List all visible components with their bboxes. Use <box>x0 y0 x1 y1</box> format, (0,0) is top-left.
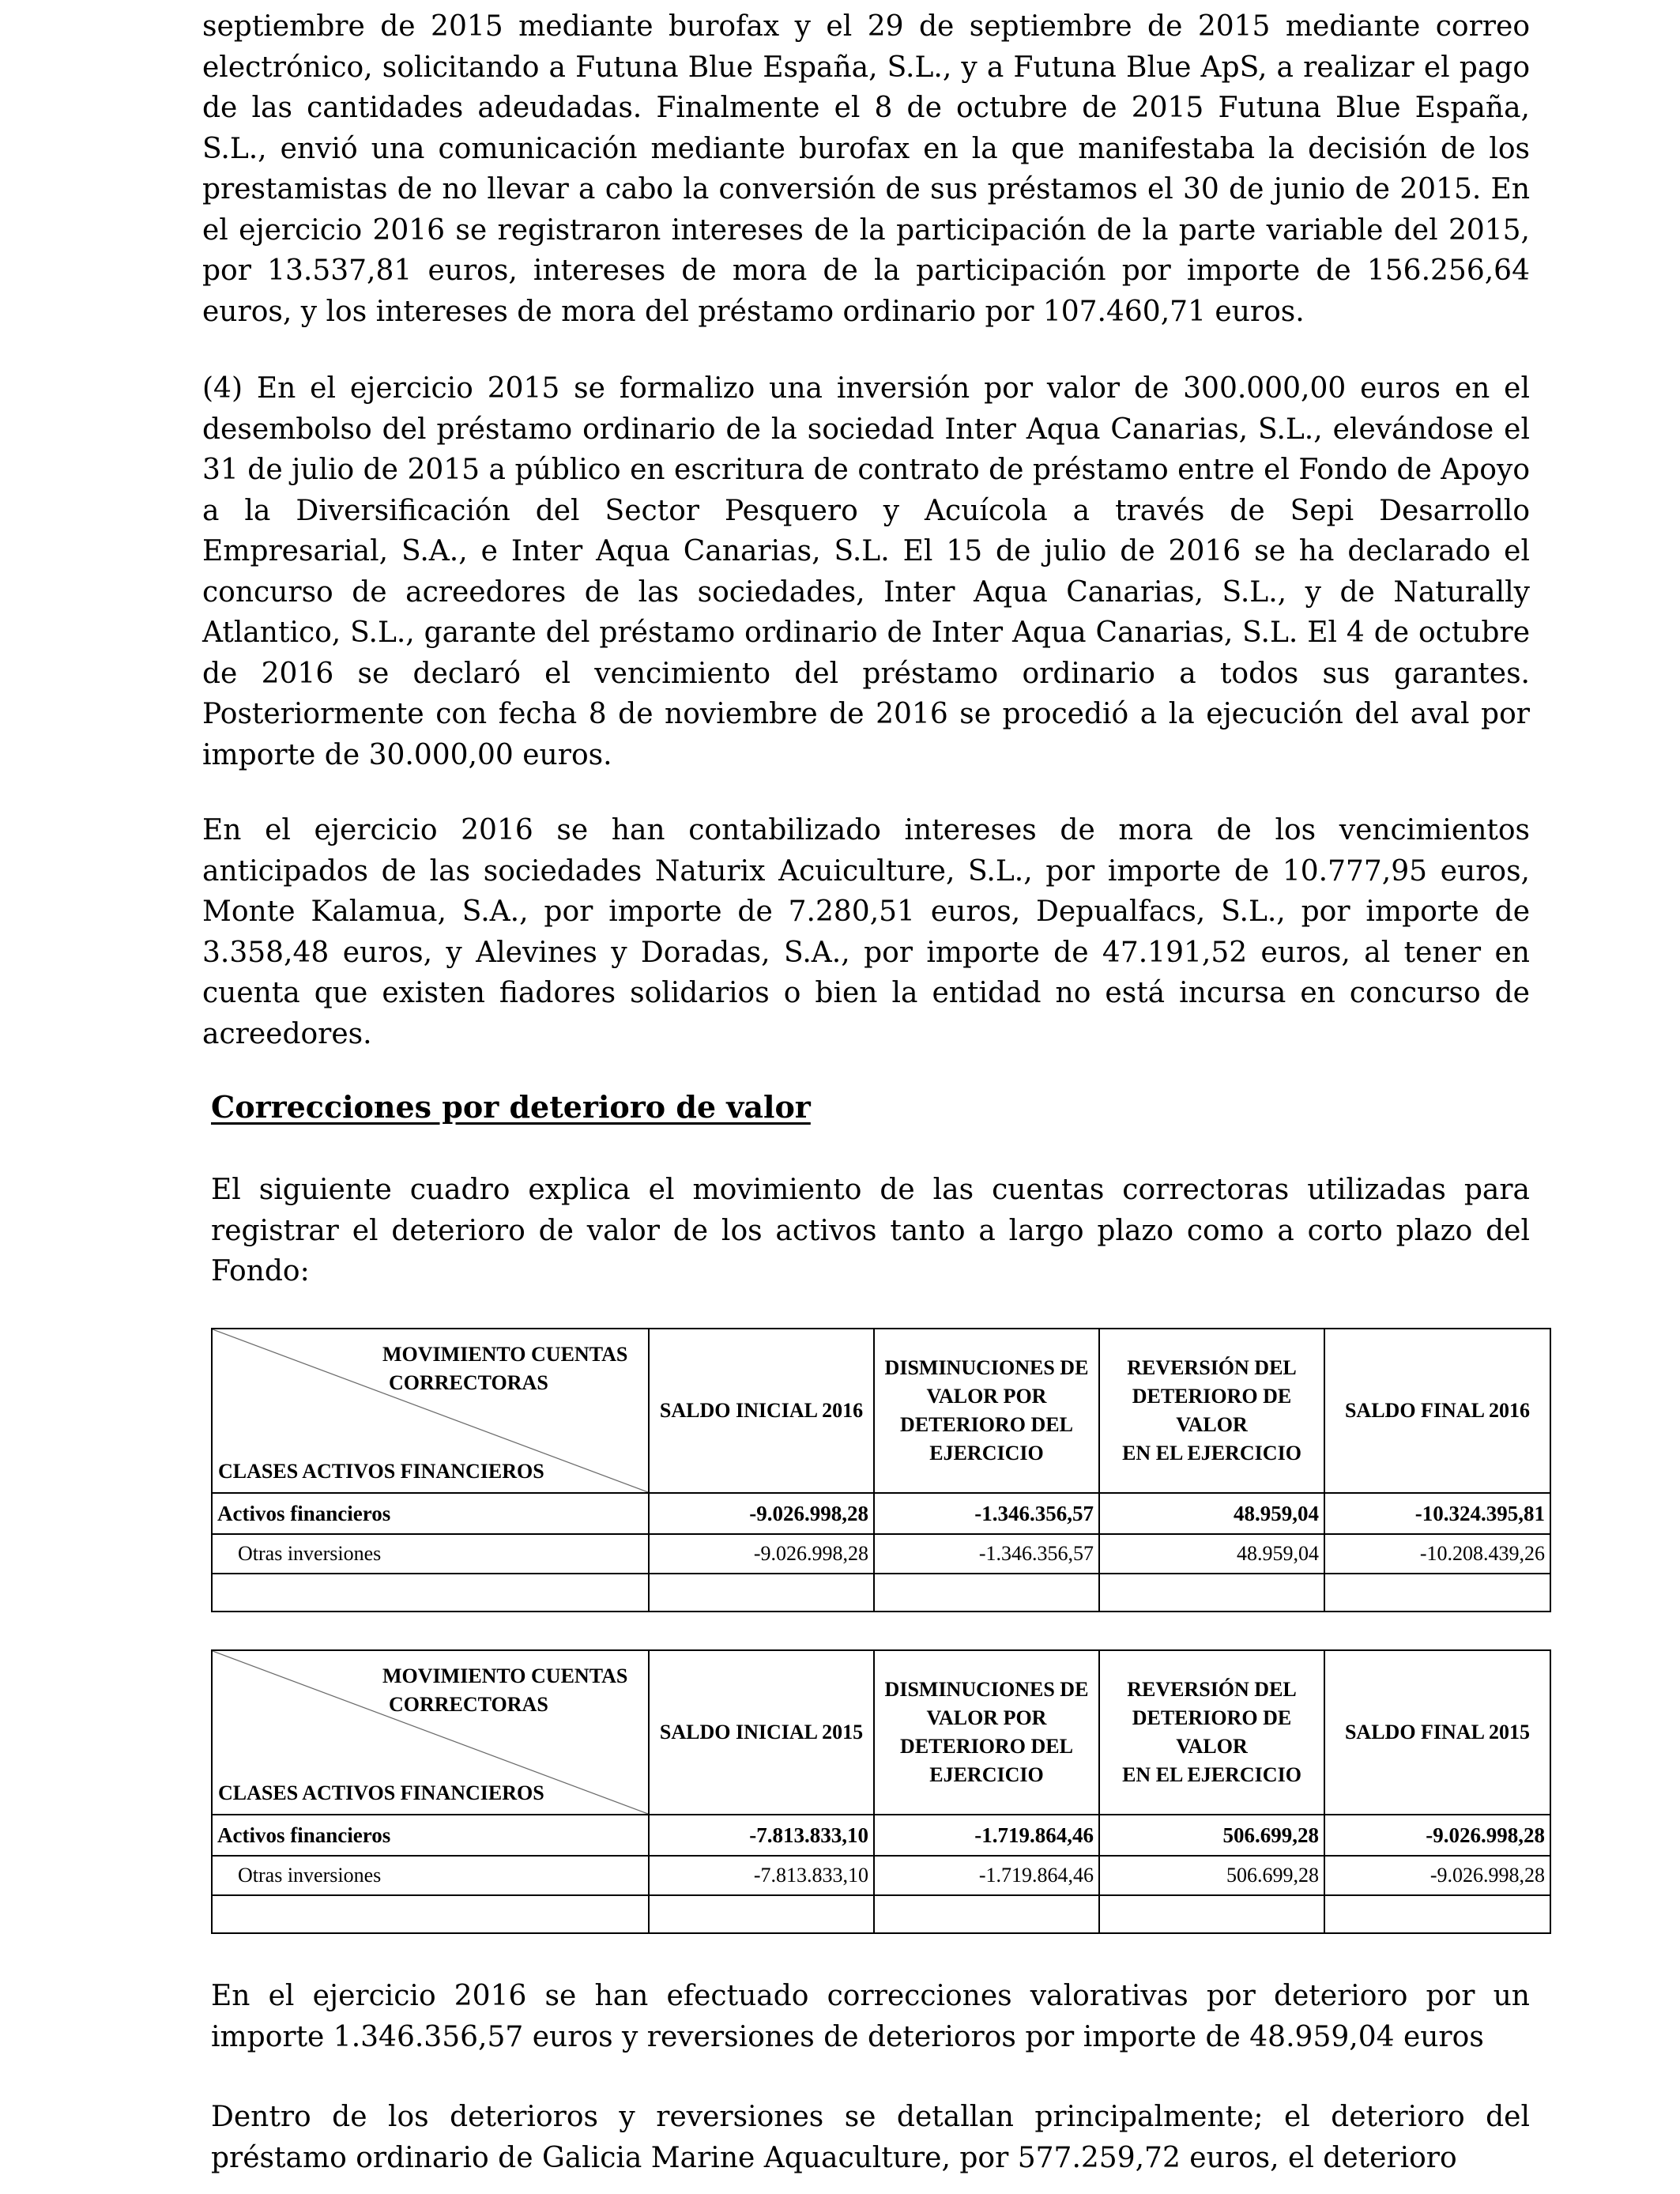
diagonal-header-cell <box>212 1650 649 1815</box>
paragraph-correcciones-2016: En el ejercicio 2016 se han efectuado correcciones valorativas por deterioro por un importe 1.346.356,57 euros y reversiones de deterioros por importe de 48.959,04 euros <box>211 1980 1530 2053</box>
header-clases-activos: CLASES ACTIVOS FINANCIEROS <box>218 1460 544 1483</box>
paragraph-futuna-blue: septiembre de 2015 mediante burofax y el 29 de septiembre de 2015 mediante correo electrónico, solicitando a Futuna Blue España, S.L., y a Futuna Blue ApS, a realizar el pago de las cantidades adeudadas. Finalmente el 8 de octubre de 2015 Futuna Blue España, S.L., envió una comunicación mediante burofax en la que manifestaba la decisión de los prestamistas de no llevar a cabo la conversión de sus préstamos el 30 de junio de 2015. En el ejercicio 2016 se registraron intereses de la participación de la parte variable del 2015, por 13.537,81 euros, intereses de mora de la participación por importe de 156.256,64 euros, y los intereses de mora del préstamo ordinario por 107.460,71 euros. <box>202 10 1530 328</box>
table-row-activos-financieros: Activos financieros -7.813.833,10 -1.719.864,46 506.699,28 -9.026.998,28 <box>212 1815 1550 1856</box>
paragraph-inter-aqua-canarias: (4) En el ejercicio 2015 se formalizo una inversión por valor de 300.000,00 euros en el desembolso del préstamo ordinario de la sociedad Inter Aqua Canarias, S.L., elevándose el 31 de julio de 2015 a público en escritura de contrato de préstamo entre el Fondo de Apoyo a la Diversificación del Sector Pesquero y Acuícola a través de Sepi Desarrollo Empresarial, S.A., e Inter Aqua Canarias, S.L. El 15 de julio de 2016 se ha declarado el concurso de acreedores de las sociedades, Inter Aqua Canarias, S.L., y de Naturally Atlantico, S.L., garante del préstamo ordinario de Inter Aqua Canarias, S.L. El 4 de octubre de 2016 se declaró el vencimiento del préstamo ordinario a todos sus garantes. Posteriormente con fecha 8 de noviembre de 2016 se procedió a la ejecución del aval por importe de 30.000,00 euros. <box>202 372 1530 771</box>
paragraph-detalle-deterioros: Dentro de los deterioros y reversiones se detallan principalmente; el deterioro del préstamo ordinario de Galicia Marine Aquaculture, por 577.259,72 euros, el deterioro <box>211 2101 1530 2174</box>
header-movimiento: MOVIMIENTO CUENTAS <box>382 1664 628 1687</box>
table-row-empty <box>212 1895 1550 1933</box>
header-disminuciones: DISMINUCIONES DE VALOR POR DETERIORO DEL EJERCICIO <box>874 1329 1099 1493</box>
paragraph-intereses-mora: En el ejercicio 2016 se han contabilizado intereses de mora de los vencimientos anticipados de las sociedades Naturix Acuiculture, S.L., por importe de 10.777,95 euros, Monte Kalamua, S.A., por importe de 7.280,51 euros, Depualfacs, S.L., por importe de 3.358,48 euros, y Alevines y Doradas, S.A., por importe de 47.191,52 euros, al tener en cuenta que existen fiadores solidarios o bien la entidad no está incursa en concurso de acreedores. <box>202 814 1530 1050</box>
table-correcciones-2016 <box>211 1328 1551 1612</box>
header-reversion: REVERSIÓN DEL DETERIORO DE VALOR EN EL EJERCICIO <box>1099 1650 1324 1815</box>
header-movimiento: MOVIMIENTO CUENTAS <box>382 1343 628 1366</box>
table-row-empty <box>212 1574 1550 1612</box>
section-heading-correcciones: Correcciones por deterioro de valor <box>211 1089 811 1125</box>
header-saldo-inicial: SALDO INICIAL 2015 <box>649 1650 874 1815</box>
header-clases-activos: CLASES ACTIVOS FINANCIEROS <box>218 1781 544 1804</box>
header-saldo-final: SALDO FINAL 2016 <box>1324 1329 1550 1493</box>
paragraph-cuadro-intro: El siguiente cuadro explica el movimiento de las cuentas correctoras utilizadas para registrar el deterioro de valor de los activos tanto a largo plazo como a corto plazo del Fondo: <box>211 1174 1530 1287</box>
header-correctoras: CORRECTORAS <box>389 1693 548 1716</box>
header-correctoras: CORRECTORAS <box>389 1371 548 1394</box>
table-row-otras-inversiones: Otras inversiones -9.026.998,28 -1.346.356,57 48.959,04 -10.208.439,26 <box>212 1534 1550 1574</box>
table-row-activos-financieros: Activos financieros -9.026.998,28 -1.346.356,57 48.959,04 -10.324.395,81 <box>212 1493 1550 1534</box>
table-header-row <box>212 1650 1550 1815</box>
header-saldo-inicial: SALDO INICIAL 2016 <box>649 1329 874 1493</box>
header-reversion: REVERSIÓN DEL DETERIORO DE VALOR EN EL EJERCICIO <box>1099 1329 1324 1493</box>
diagonal-header-cell <box>212 1329 649 1493</box>
header-disminuciones: DISMINUCIONES DE VALOR POR DETERIORO DEL EJERCICIO <box>874 1650 1099 1815</box>
table-correcciones-2015 <box>211 1649 1551 1934</box>
table-header-row <box>212 1329 1550 1493</box>
header-saldo-final: SALDO FINAL 2015 <box>1324 1650 1550 1815</box>
table-row-otras-inversiones: Otras inversiones -7.813.833,10 -1.719.864,46 506.699,28 -9.026.998,28 <box>212 1856 1550 1895</box>
